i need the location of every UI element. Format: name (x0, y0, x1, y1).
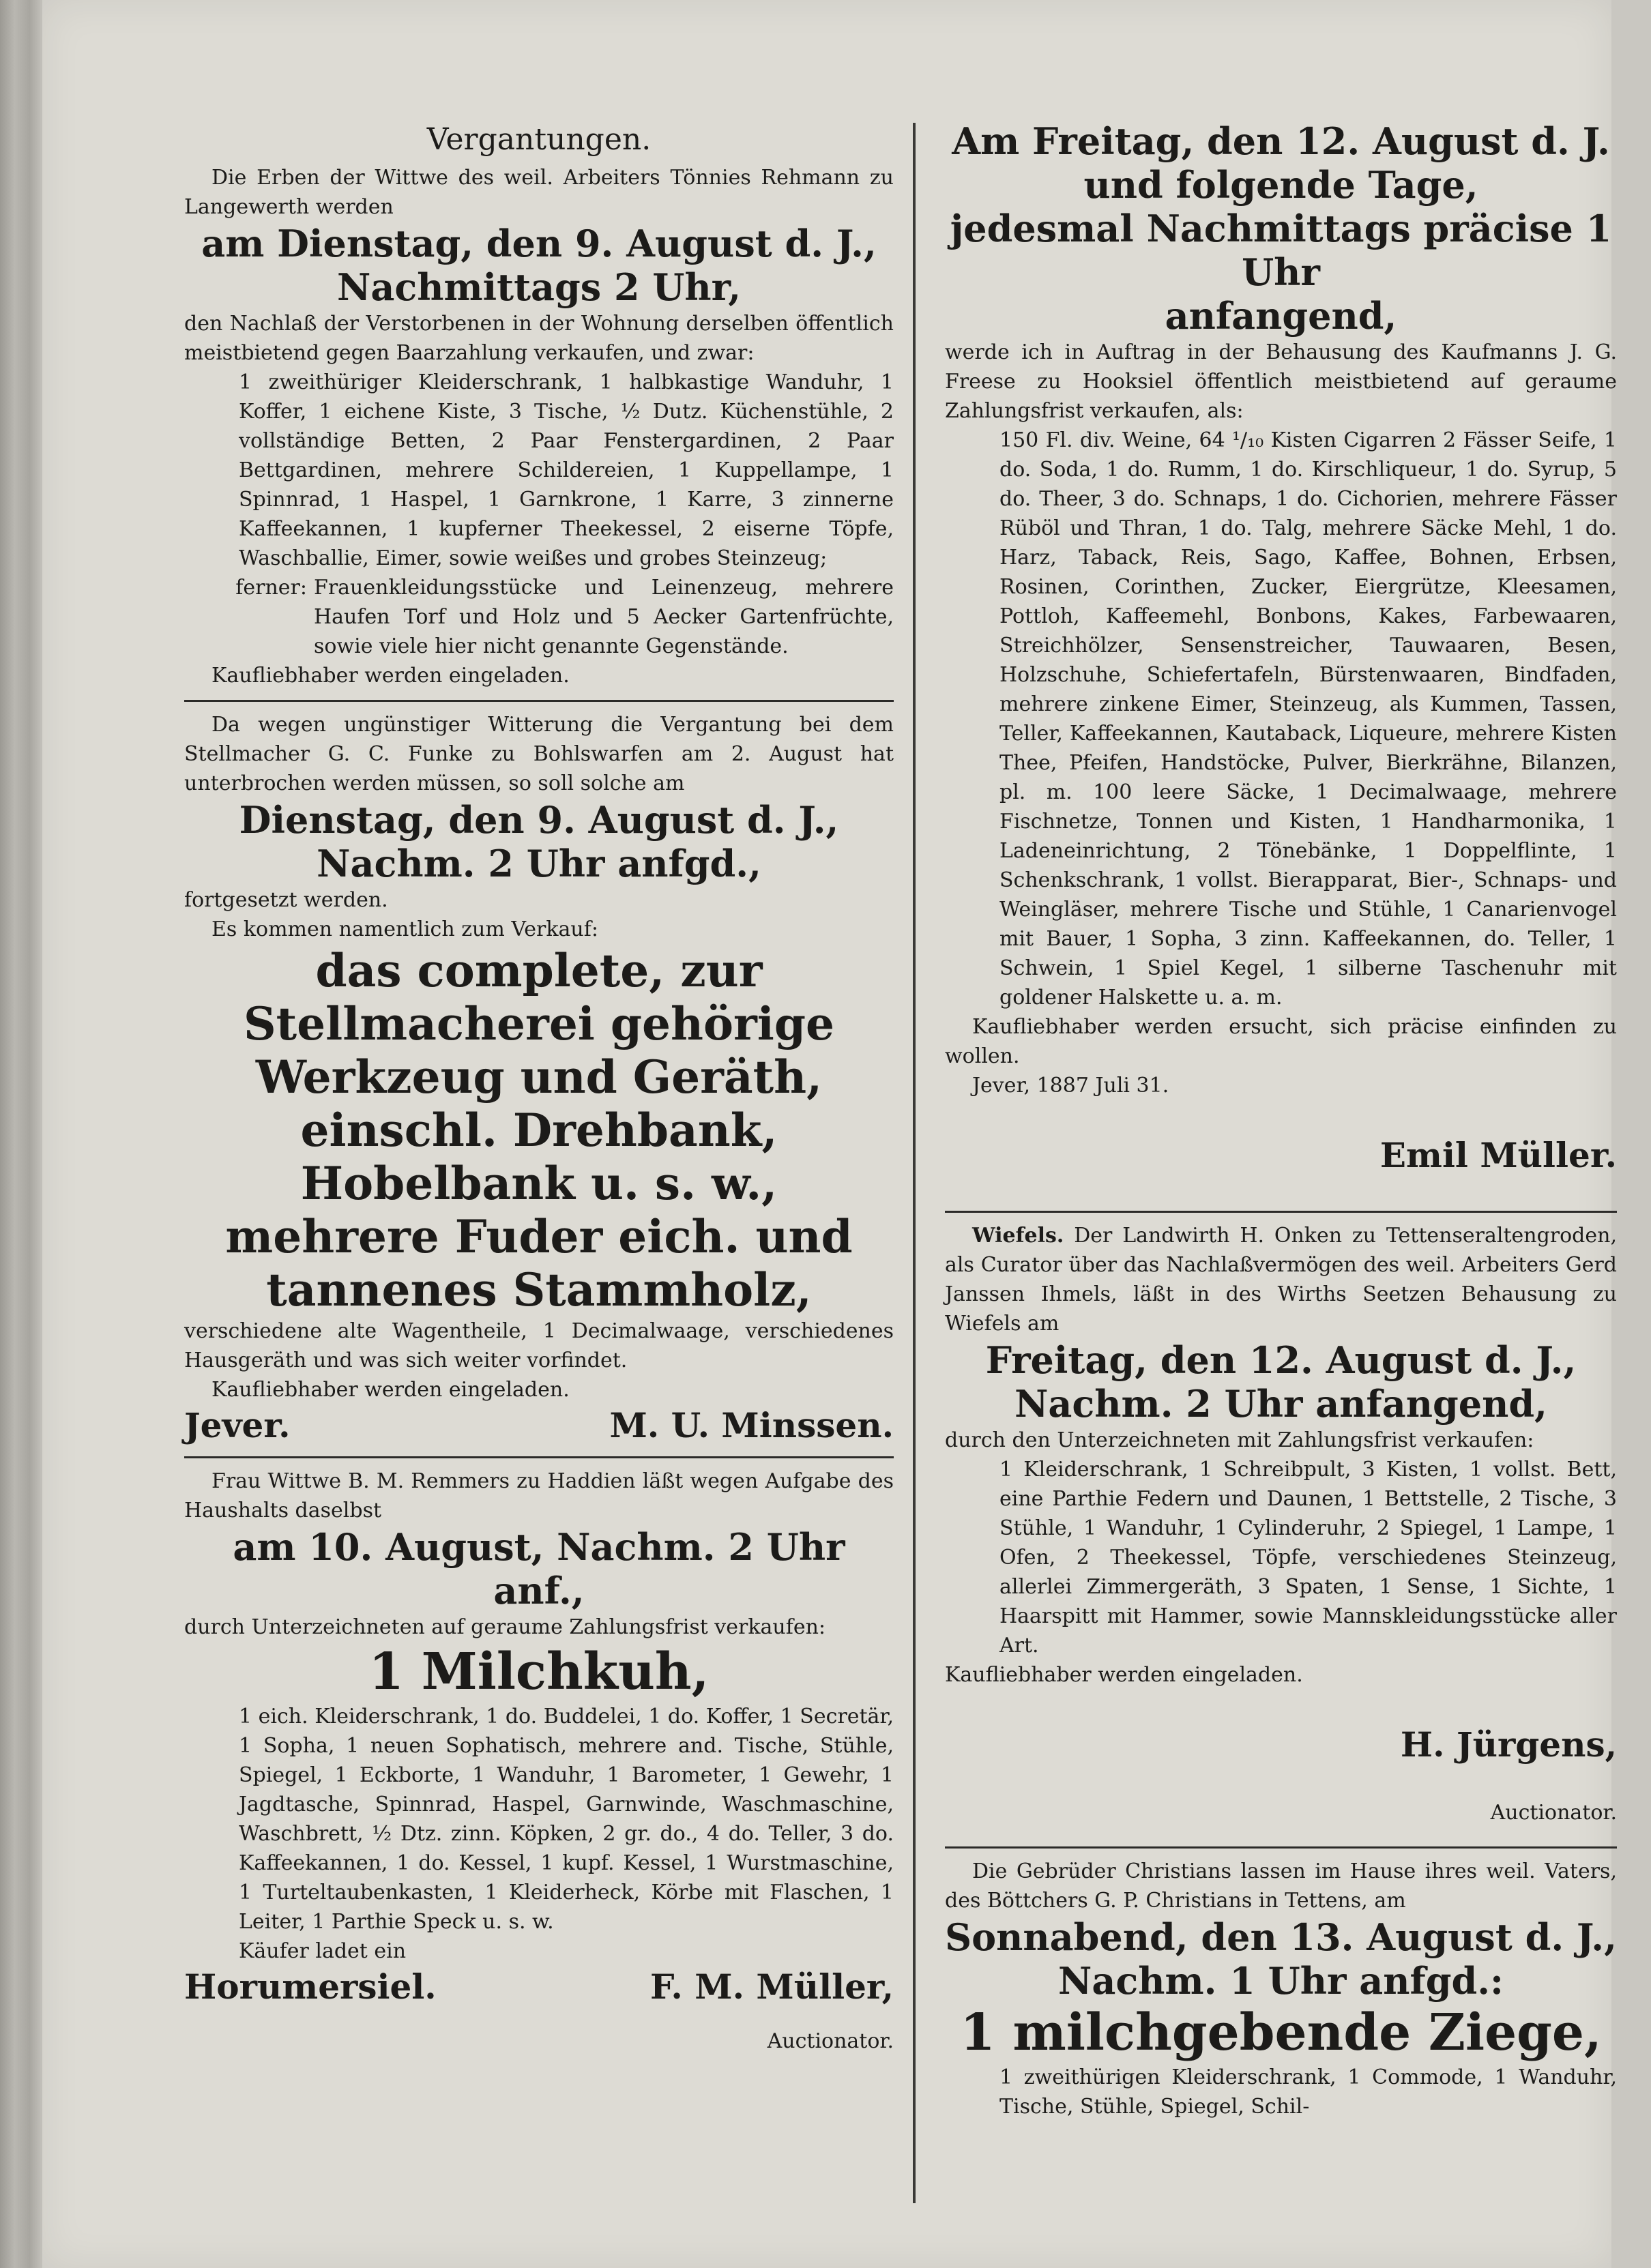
notice-highlight-tools: das complete, zur Stellmacherei gehörige Werkzeug und Geräth, einschl. Drehbank, Hobelbank u. s. w., (244, 944, 834, 1210)
notice-items: 1 eich. Kleiderschrank, 1 do. Buddelei, 1 do. Koffer, 1 Secretär, 1 Sopha, 1 neuen Sophatisch, mehrere and. Tische, Stühle, Spiegel, 1 Eckborte, 1 Wanduhr, 1 Barometer, 1 Gewehr, 1 Jagdtasche, Spinnrad, Haspel, Garnwinde, Waschmaschine, Waschbrett, ½ Dtz. zinn. Köpken, 2 gr. do., 4 do. Teller, 3 do. Kaffeekannen, 1 do. Kessel, 1 kupf. Kessel, 1 Wurstmaschine, 1 Turteltaubenkasten, 1 Kleiderheck, Körbe mit Flaschen, 1 Leiter, 1 Parthie Speck u. s. w. (239, 1705, 894, 1934)
signature-place: Jever. (184, 1405, 291, 1445)
auction-notice-onken (945, 1221, 1617, 1826)
notice-body: den Nachlaß der Verstorbenen in der Wohnung derselben öffentlich meistbietend gegen Baarzahlung verkaufen, und zwar: (184, 312, 894, 365)
auction-notice-rehmann (184, 163, 894, 690)
notice-time: Nachm. 2 Uhr anfangend, (1014, 1382, 1547, 1426)
auction-notice-remmers (184, 1467, 894, 2055)
notice-highlight-timber: mehrere Fuder eich. und tannenes Stammholz, (225, 1210, 853, 1316)
notice-date: Freitag, den 12. August d. J., (985, 1338, 1577, 1382)
signature-name: H. Jürgens, (1400, 1724, 1617, 1765)
notice-highlight-goat: 1 milchgebende Ziege, (960, 2003, 1602, 2062)
notice-heading: anfangend, (1165, 294, 1397, 338)
ferner-text: Frauenkleidungsstücke und Leinenzeug, mehrere Haufen Torf und Holz und 5 Aecker Gartenfrüchte, sowie viele hier nicht genannte Gegenstände. (314, 576, 894, 658)
notice-signature (184, 1404, 894, 1447)
notice-date: am Dienstag, den 9. August d. J., (201, 222, 877, 265)
notice-intro: Der Landwirth H. Onken zu Tettenseraltengroden, als Curator über das Nachlaßvermögen des weil. Arbeiters Gerd Janssen Ihmels, läßt in des Wirths Seetzen Behausung zu Wiefels am (945, 1224, 1617, 1336)
separator-rule (184, 700, 894, 702)
notice-place-lead: Wiefels. (972, 1224, 1064, 1248)
notice-closing: Kaufliebhaber werden eingeladen. (211, 664, 570, 688)
notice-intro: Die Erben der Wittwe des weil. Arbeiters Tönnies Rehmann zu Langewerth werden (184, 166, 894, 219)
auction-notice-freese (945, 119, 1617, 1177)
signature-title: Auctionator. (767, 2029, 894, 2053)
signature-title: Auctionator. (1490, 1801, 1617, 1825)
signature-name: Emil Müller. (1379, 1135, 1617, 1175)
notice-heading: Am Freitag, den 12. August d. J. (952, 119, 1610, 163)
left-column (184, 119, 894, 2075)
separator-rule (184, 1456, 894, 1458)
notice-intro: Frau Wittwe B. M. Remmers zu Haddien läßt wegen Aufgabe des Haushalts daselbst (184, 1469, 894, 1522)
notice-heading: jedesmal Nachmittags präcise 1 Uhr (950, 207, 1612, 294)
book-spine (0, 0, 42, 2268)
notice-date: Sonnabend, den 13. August d. J., (945, 1915, 1617, 1959)
notice-items: 1 zweithürigen Kleiderschrank, 1 Commode, 1 Wanduhr, Tische, Stühle, Spiegel, Schil- (999, 2065, 1617, 2119)
notice-intro: Die Gebrüder Christians lassen im Hause ihres weil. Vaters, des Böttchers G. P. Christians in Tettens, am (945, 1859, 1617, 1913)
signature-name: M. U. Minssen. (609, 1405, 894, 1445)
section-title: Vergantungen. (426, 122, 652, 157)
notice-items: 1 zweithüriger Kleiderschrank, 1 halbkastige Wanduhr, 1 Koffer, 1 eichene Kiste, 3 Tische, ½ Dutz. Küchenstühle, 2 vollständige Betten, 2 Paar Fenstergardinen, 2 Paar Bettgardinen, mehrere Schildereien, 1 Kuppellampe, 1 Spinnrad, 1 Haspel, 1 Garnkrone, 1 Karre, 3 zinnerne Kaffeekannen, 1 kupferner Theekessel, 2 eiserne Töpfe, Waschballie, Eimer, sowie weißes und grobes Steinzeug; (239, 370, 894, 570)
notice-items: 150 Fl. div. Weine, 64 ¹/₁₀ Kisten Cigarren 2 Fässer Seife, 1 do. Soda, 1 do. Rumm, 1 do. Kirschliqueur, 1 do. Syrup, 5 do. Theer, 3 do. Schnaps, 1 do. Cichorien, mehrere Fässer Rüböl und Thran, 1 do. Talg, mehrere Säcke Mehl, 1 do. Harz, Taback, Reis, Sago, Kaffee, Bohnen, Erbsen, Rosinen, Corinthen, Zucker, Eiergrütze, Kleesamen, Pottloh, Kaffeemehl, Bonbons, Kakes, Farbewaaren, Streichhölzer, Sensenstreicher, Tauwaaren, Besen, Holzschuhe, Schiefertafeln, Bürstenwaaren, Bindfaden, mehrere zinkene Eimer, Steinzeug, als Kummen, Tassen, Teller, Kaffeekannen, Kautaback, Liqueure, mehrere Kisten Thee, Pfeifen, Handstöcke, Pulver, Bierkrähne, Bilanzen, pl. m. 100 leere Säcke, 1 Decimalwaage, mehrere Fischnetze, Tonnen und Kisten, 1 Handharmonika, 1 Ladeneinrichtung, 2 Tönebänke, 1 Doppelflinte, 1 Schenkschrank, 1 vollst. Bierapparat, Bier-, Schnaps- und Weingläser, mehrere Tische und Stühle, 1 Canarienvogel mit Bauer, 1 Sopha, 3 zinn. Kaffeekannen, do. Teller, 1 Schwein, 1 Spiel Kegel, 1 silberne Taschenuhr mit goldener Halskette u. a. m. (999, 428, 1617, 1010)
notice-highlight-cow: 1 Milchkuh, (368, 1643, 710, 1701)
notice-closing: Käufer ladet ein (239, 1939, 407, 1963)
notice-intro: Da wegen ungünstiger Witterung die Vergantung bei dem Stellmacher G. C. Funke zu Bohlswarfen am 2. August hat unterbrochen werden müssen, so soll solche am (184, 713, 894, 795)
notice-signature (184, 1966, 894, 2008)
auction-notice-funke (184, 710, 894, 1447)
notice-closing: Kaufliebhaber werden ersucht, sich präcise einfinden zu wollen. (945, 1015, 1617, 1068)
notice-body: fortgesetzt werden. (184, 888, 388, 912)
signature-place: Horumersiel. (184, 1967, 437, 2007)
separator-rule (945, 1846, 1617, 1849)
notice-items: 1 Kleiderschrank, 1 Schreibpult, 3 Kisten, 1 vollst. Bett, eine Parthie Federn und Daunen, 1 Bettstelle, 2 Tische, 3 Stühle, 1 Wanduhr, 1 Cylinderuhr, 2 Spiegel, 1 Lampe, 1 Ofen, 2 Theekessel, Töpfe, verschiedenes Steinzeug, allerlei Zimmergeräth, 3 Spaten, 1 Sense, 1 Sichte, 1 Haarspitt mit Hammer, sowie Mannskleidungsstücke aller Art. (999, 1458, 1617, 1658)
ferner-label: ferner: (235, 576, 307, 600)
notice-closing: Kaufliebhaber werden eingeladen. (945, 1663, 1303, 1687)
notice-body: durch den Unterzeichneten mit Zahlungsfrist verkaufen: (945, 1428, 1534, 1452)
notice-ferner (184, 573, 894, 661)
notice-body: verschiedene alte Wagentheile, 1 Decimalwaage, verschiedenes Hausgeräth und was sich weiter vorfindet. (184, 1319, 894, 1372)
notice-heading: und folgende Tage, (1083, 163, 1478, 207)
separator-rule (945, 1211, 1617, 1213)
notice-body: werde ich in Auftrag in der Behausung des Kaufmanns J. G. Freese zu Hooksiel öffentlich meistbietend auf geraume Zahlungsfrist verkaufen, als: (945, 340, 1617, 423)
notice-date: am 10. August, Nachm. 2 Uhr anf., (233, 1525, 845, 1612)
column-divider (913, 123, 916, 2203)
notice-time: Nachm. 2 Uhr anfgd., (317, 842, 761, 885)
notice-body: Es kommen namentlich zum Verkauf: (211, 917, 598, 941)
notice-closing: Kaufliebhaber werden eingeladen. (211, 1378, 570, 1402)
notice-time: Nachmittags 2 Uhr, (336, 265, 742, 309)
notice-time: Nachm. 1 Uhr anfgd.: (1058, 1959, 1504, 2003)
notice-body: durch Unterzeichneten auf geraume Zahlungsfrist verkaufen: (184, 1615, 826, 1639)
notice-dateline: Jever, 1887 Juli 31. (972, 1074, 1169, 1098)
signature-name: F. M. Müller, (649, 1967, 894, 2007)
notice-date: Dienstag, den 9. August d. J., (239, 798, 839, 842)
auction-notice-christians (945, 1857, 1617, 2121)
right-column (945, 119, 1617, 2121)
